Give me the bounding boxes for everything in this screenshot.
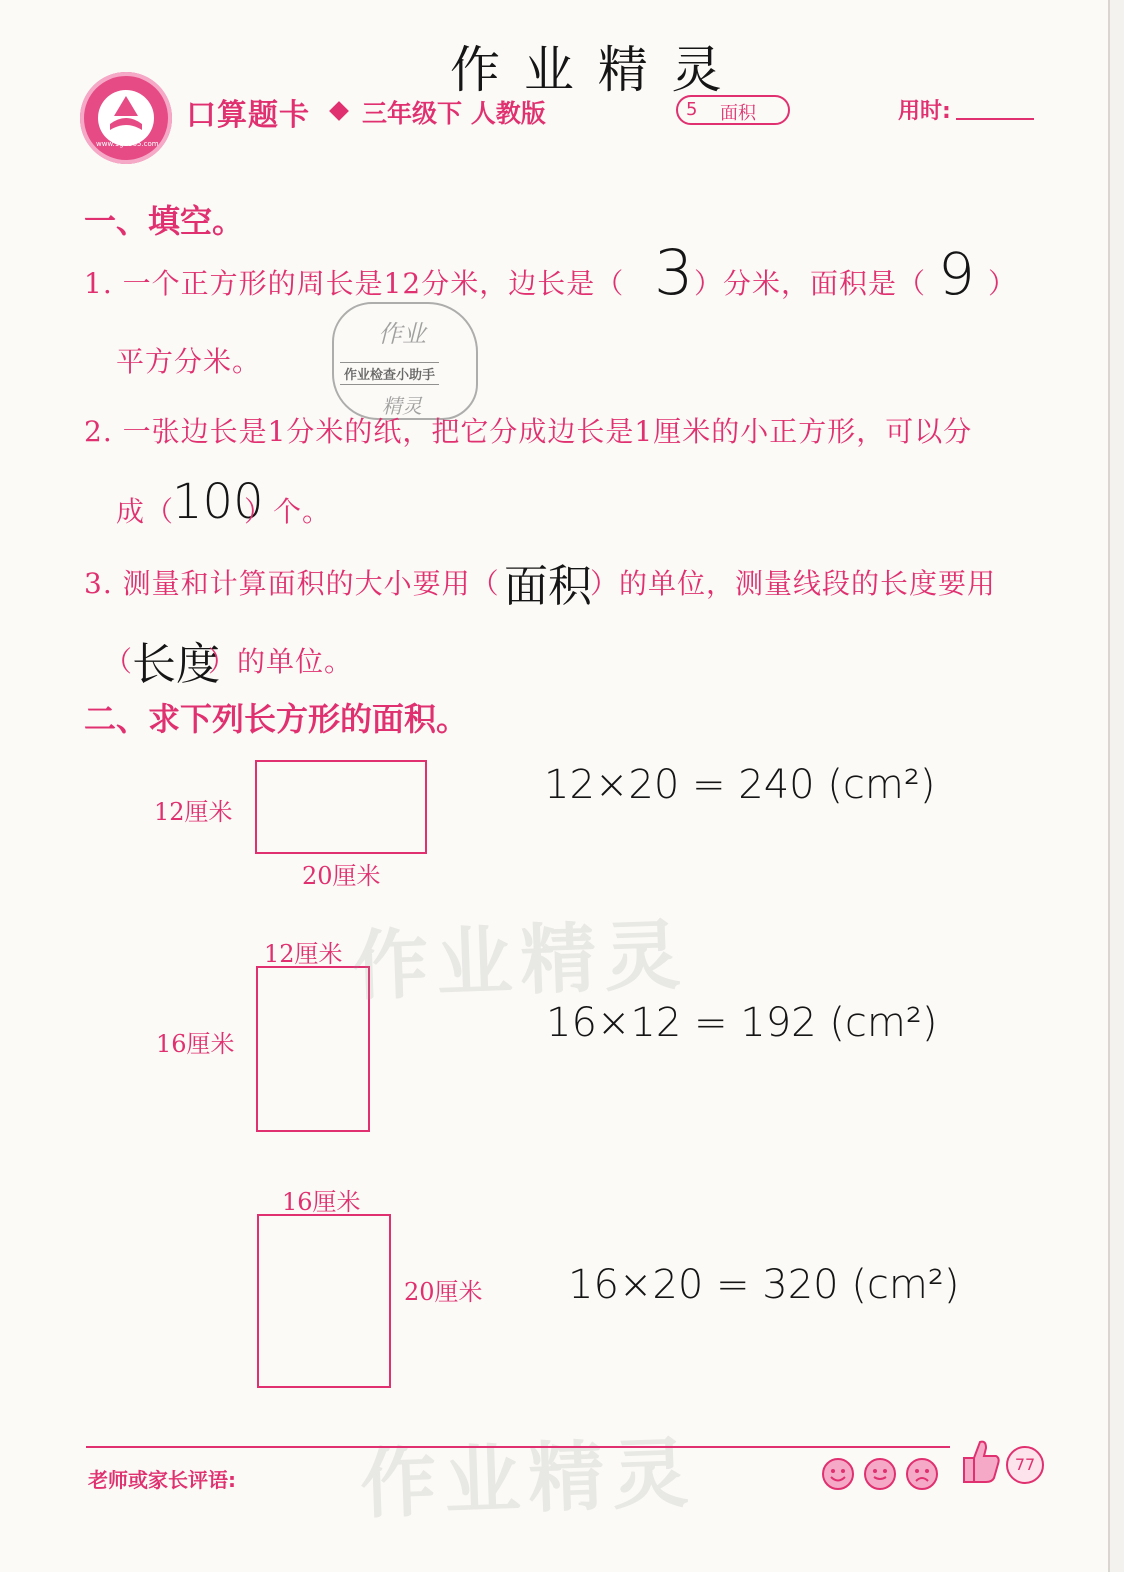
rect3-top-label: 16厘米: [282, 1188, 361, 1216]
rectangle-3: [257, 1214, 391, 1388]
q3-text-c: （: [104, 645, 134, 678]
page-number-text: 77: [1014, 1455, 1036, 1474]
stamp-middle-text: 作业检查小助手: [340, 362, 439, 385]
unit-number: 5: [686, 99, 698, 120]
rectangle-1: [255, 760, 427, 854]
sad-face-icon[interactable]: [906, 1458, 938, 1490]
page-number: [1006, 1446, 1044, 1484]
rect1-side-label: 12厘米: [154, 798, 233, 826]
rect3-answer: 16×20 = 320 (cm²): [568, 1262, 960, 1308]
section2-title: 二、求下列长方形的面积。: [84, 700, 469, 738]
q3-answer-length: 长度: [132, 639, 220, 690]
smile-face-icon[interactable]: [864, 1458, 896, 1490]
helper-stamp: [332, 302, 478, 420]
brand-name: 口算题卡: [186, 98, 310, 133]
watermark-bottom: 作业精灵: [358, 1428, 698, 1529]
happy-face-icon[interactable]: [822, 1458, 854, 1490]
q2-text-line1: 2. 一张边长是1分米的纸，把它分成边长是1厘米的小正方形，可以分: [84, 415, 973, 448]
q3-answer-area: 面积: [504, 561, 592, 612]
q1-answer-side: 3: [654, 236, 694, 309]
footer-divider: [86, 1446, 950, 1448]
q2-text-a: 成（: [116, 495, 175, 528]
handwritten-title: 作 业 精 灵: [450, 41, 726, 99]
time-label: 用时:: [898, 99, 951, 124]
comment-field[interactable]: [262, 1460, 802, 1494]
publisher-logo: [80, 72, 172, 164]
logo-url: www.1gu365.com: [96, 140, 159, 148]
stamp-bottom-text: 精灵: [382, 394, 422, 418]
rect2-top-label: 12厘米: [264, 940, 343, 968]
q1-text-line2: 平方分米。: [116, 345, 262, 378]
rect2-answer: 16×12 = 192 (cm²): [546, 1000, 938, 1046]
q1-text-b: ）分米，面积是（: [694, 267, 927, 300]
q2-answer: 100: [172, 474, 264, 530]
q3-text-a: 3. 测量和计算面积的大小要用（: [84, 567, 500, 600]
time-field-line[interactable]: [956, 118, 1034, 120]
rect2-side-label: 16厘米: [156, 1030, 235, 1058]
thumbs-up-icon: [956, 1436, 1002, 1484]
q3-text-d: ）的单位。: [208, 645, 354, 678]
rect1-answer: 12×20 = 240 (cm²): [544, 762, 936, 808]
rect1-bottom-label: 20厘米: [302, 862, 381, 890]
watermark-middle: 作业精灵: [350, 910, 690, 1011]
q1-text-a: 1. 一个正方形的周长是12分米，边长是（: [84, 267, 625, 300]
q1-answer-area: 9: [938, 240, 975, 308]
q2-text-b: ）个。: [244, 495, 332, 528]
comment-label: 老师或家长评语:: [88, 1468, 236, 1492]
unit-tag: [676, 95, 790, 125]
rect3-side-label: 20厘米: [404, 1278, 483, 1306]
unit-name: 面积: [720, 103, 756, 124]
book-logo-icon: [80, 72, 172, 164]
stamp-top-text: 作业: [378, 320, 426, 348]
diamond-icon: [329, 101, 349, 121]
q3-text-b: ）的单位，测量线段的长度要用: [590, 567, 997, 600]
grade-edition: 三年级下 人教版: [362, 99, 546, 128]
q1-text-c: ）: [988, 267, 1018, 300]
section1-title: 一、填空。: [84, 202, 245, 240]
